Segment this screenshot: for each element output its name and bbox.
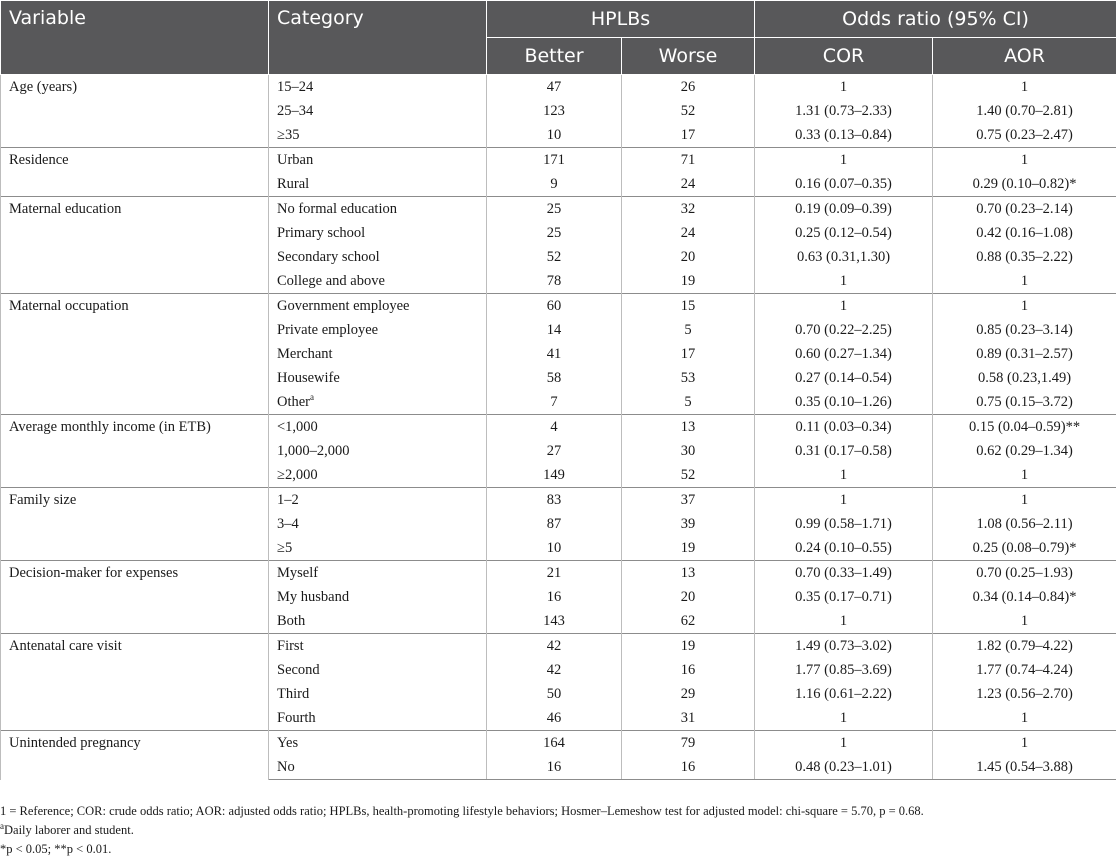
aor-cell: 0.25 (0.08–0.79)* xyxy=(933,536,1116,561)
cor-cell: 1 xyxy=(755,75,933,100)
category-label: Myself xyxy=(277,564,319,581)
worse-count-cell: 52 xyxy=(622,463,755,488)
header-better: Better xyxy=(487,38,622,75)
variable-cell: Maternal occupation xyxy=(1,294,269,415)
better-count-cell: 78 xyxy=(487,269,622,294)
aor-cell: 1.45 (0.54–3.88) xyxy=(933,755,1116,780)
worse-count-cell: 19 xyxy=(622,536,755,561)
footnote-marker: a xyxy=(310,391,315,402)
worse-count-cell: 5 xyxy=(622,318,755,342)
table-row xyxy=(1,197,1116,222)
category-cell xyxy=(269,172,487,197)
better-count-cell: 25 xyxy=(487,197,622,222)
better-count-cell: 164 xyxy=(487,731,622,756)
category-cell xyxy=(269,463,487,488)
worse-count-cell: 52 xyxy=(622,99,755,123)
worse-count-cell: 20 xyxy=(622,245,755,269)
category-cell xyxy=(269,488,487,513)
category-cell xyxy=(269,123,487,148)
aor-cell: 1 xyxy=(933,609,1116,634)
category-cell xyxy=(269,221,487,245)
worse-count-cell: 79 xyxy=(622,731,755,756)
cor-cell: 0.70 (0.33–1.49) xyxy=(755,561,933,586)
aor-cell: 0.70 (0.23–2.14) xyxy=(933,197,1116,222)
cor-cell: 1 xyxy=(755,609,933,634)
cor-cell: 1.77 (0.85–3.69) xyxy=(755,658,933,682)
aor-cell: 0.34 (0.14–0.84)* xyxy=(933,585,1116,609)
category-label: 1–2 xyxy=(277,491,299,508)
better-count-cell: 41 xyxy=(487,342,622,366)
aor-cell: 0.15 (0.04–0.59)** xyxy=(933,415,1116,440)
worse-count-cell: 53 xyxy=(622,366,755,390)
better-count-cell: 123 xyxy=(487,99,622,123)
category-label: No xyxy=(277,758,295,775)
category-cell xyxy=(269,366,487,390)
aor-cell: 1 xyxy=(933,731,1116,756)
cor-cell: 0.25 (0.12–0.54) xyxy=(755,221,933,245)
category-label: Primary school xyxy=(277,224,366,241)
aor-cell: 1.77 (0.74–4.24) xyxy=(933,658,1116,682)
cor-cell: 1 xyxy=(755,706,933,731)
cor-cell: 1.49 (0.73–3.02) xyxy=(755,634,933,659)
cor-cell: 1 xyxy=(755,731,933,756)
category-cell xyxy=(269,390,487,415)
category-label: Private employee xyxy=(277,321,379,338)
cor-cell: 0.48 (0.23–1.01) xyxy=(755,755,933,780)
worse-count-cell: 13 xyxy=(622,415,755,440)
category-cell xyxy=(269,197,487,222)
category-label: ≥2,000 xyxy=(277,466,318,483)
category-label: Secondary school xyxy=(277,248,380,265)
cor-cell: 0.35 (0.17–0.71) xyxy=(755,585,933,609)
cor-cell: 1 xyxy=(755,488,933,513)
table-row xyxy=(1,731,1116,756)
better-count-cell: 10 xyxy=(487,123,622,148)
category-label: 15–24 xyxy=(277,78,314,95)
worse-count-cell: 20 xyxy=(622,585,755,609)
better-count-cell: 21 xyxy=(487,561,622,586)
table-row xyxy=(1,75,1116,100)
category-cell xyxy=(269,415,487,440)
better-count-cell: 87 xyxy=(487,512,622,536)
better-count-cell: 14 xyxy=(487,318,622,342)
aor-cell: 0.29 (0.10–0.82)* xyxy=(933,172,1116,197)
better-count-cell: 52 xyxy=(487,245,622,269)
header-hplbs: HPLBs xyxy=(487,1,755,38)
variable-cell: Unintended pregnancy xyxy=(1,731,269,780)
aor-cell: 0.75 (0.23–2.47) xyxy=(933,123,1116,148)
footnote-other-text: Daily laborer and student. xyxy=(4,823,134,837)
table-row xyxy=(1,415,1116,440)
category-cell xyxy=(269,318,487,342)
worse-count-cell: 31 xyxy=(622,706,755,731)
variable-cell: Antenatal care visit xyxy=(1,634,269,731)
category-cell xyxy=(269,609,487,634)
category-label: My husband xyxy=(277,588,350,605)
cor-cell: 1 xyxy=(755,463,933,488)
category-label: Government employee xyxy=(277,297,410,314)
cor-cell: 0.63 (0.31,1.30) xyxy=(755,245,933,269)
worse-count-cell: 16 xyxy=(622,755,755,780)
aor-cell: 1 xyxy=(933,463,1116,488)
category-cell xyxy=(269,585,487,609)
worse-count-cell: 29 xyxy=(622,682,755,706)
worse-count-cell: 15 xyxy=(622,294,755,319)
aor-cell: 1.08 (0.56–2.11) xyxy=(933,512,1116,536)
cor-cell: 0.33 (0.13–0.84) xyxy=(755,123,933,148)
category-cell xyxy=(269,245,487,269)
category-cell xyxy=(269,706,487,731)
category-cell xyxy=(269,75,487,100)
cor-cell: 0.60 (0.27–1.34) xyxy=(755,342,933,366)
aor-cell: 1 xyxy=(933,294,1116,319)
cor-cell: 1 xyxy=(755,294,933,319)
category-label: 1,000–2,000 xyxy=(277,442,350,459)
better-count-cell: 4 xyxy=(487,415,622,440)
cor-cell: 0.11 (0.03–0.34) xyxy=(755,415,933,440)
category-label: 25–34 xyxy=(277,102,314,119)
header-aor: AOR xyxy=(933,38,1116,75)
worse-count-cell: 71 xyxy=(622,148,755,173)
header-worse: Worse xyxy=(622,38,755,75)
category-cell xyxy=(269,731,487,756)
better-count-cell: 83 xyxy=(487,488,622,513)
aor-cell: 0.88 (0.35–2.22) xyxy=(933,245,1116,269)
category-label: Housewife xyxy=(277,369,340,386)
header-variable: Variable xyxy=(1,1,269,75)
category-label: Urban xyxy=(277,151,314,168)
better-count-cell: 10 xyxy=(487,536,622,561)
table-row xyxy=(1,634,1116,659)
variable-cell: Family size xyxy=(1,488,269,561)
header-category: Category xyxy=(269,1,487,75)
worse-count-cell: 24 xyxy=(622,221,755,245)
aor-cell: 1 xyxy=(933,706,1116,731)
category-cell xyxy=(269,439,487,463)
category-cell xyxy=(269,682,487,706)
aor-cell: 1 xyxy=(933,75,1116,100)
cor-cell: 0.35 (0.10–1.26) xyxy=(755,390,933,415)
footnote-reference: 1 = Reference; COR: crude odds ratio; AOR: adjusted odds ratio; HPLBs, health-promoting lifestyle behaviors; Hosmer–Lemeshow test for adjusted model: chi-square = 5.70, p = 0.68. xyxy=(0,804,924,818)
better-count-cell: 27 xyxy=(487,439,622,463)
better-count-cell: 42 xyxy=(487,634,622,659)
category-label: Fourth xyxy=(277,709,316,726)
cor-cell: 0.27 (0.14–0.54) xyxy=(755,366,933,390)
worse-count-cell: 39 xyxy=(622,512,755,536)
cor-cell: 0.19 (0.09–0.39) xyxy=(755,197,933,222)
variable-cell: Residence xyxy=(1,148,269,197)
category-cell xyxy=(269,512,487,536)
cor-cell: 0.24 (0.10–0.55) xyxy=(755,536,933,561)
table-body xyxy=(1,75,1116,780)
worse-count-cell: 13 xyxy=(622,561,755,586)
category-cell xyxy=(269,294,487,319)
category-label: ≥35 xyxy=(277,126,300,143)
category-label: First xyxy=(277,637,304,654)
aor-cell: 0.89 (0.31–2.57) xyxy=(933,342,1116,366)
worse-count-cell: 30 xyxy=(622,439,755,463)
category-cell xyxy=(269,634,487,659)
better-count-cell: 7 xyxy=(487,390,622,415)
aor-cell: 0.75 (0.15–3.72) xyxy=(933,390,1116,415)
category-label: Third xyxy=(277,685,310,702)
header-cor: COR xyxy=(755,38,933,75)
aor-cell: 1 xyxy=(933,269,1116,294)
table-row xyxy=(1,148,1116,173)
variable-cell: Maternal education xyxy=(1,197,269,294)
cor-cell: 1.31 (0.73–2.33) xyxy=(755,99,933,123)
variable-cell: Average monthly income (in ETB) xyxy=(1,415,269,488)
variable-cell: Decision-maker for expenses xyxy=(1,561,269,634)
category-cell xyxy=(269,99,487,123)
table-header xyxy=(1,1,1116,75)
footnote-other xyxy=(0,821,1116,840)
better-count-cell: 46 xyxy=(487,706,622,731)
header-odds-ratio: Odds ratio (95% CI) xyxy=(755,1,1116,38)
worse-count-cell: 24 xyxy=(622,172,755,197)
category-label: 3–4 xyxy=(277,515,299,532)
category-cell xyxy=(269,342,487,366)
worse-count-cell: 5 xyxy=(622,390,755,415)
variable-cell: Age (years) xyxy=(1,75,269,148)
better-count-cell: 16 xyxy=(487,585,622,609)
category-label: Rural xyxy=(277,175,310,192)
aor-cell: 0.42 (0.16–1.08) xyxy=(933,221,1116,245)
category-label: Other xyxy=(277,393,311,410)
worse-count-cell: 26 xyxy=(622,75,755,100)
better-count-cell: 9 xyxy=(487,172,622,197)
aor-cell: 1 xyxy=(933,488,1116,513)
category-cell xyxy=(269,269,487,294)
aor-cell: 1.82 (0.79–4.22) xyxy=(933,634,1116,659)
category-cell xyxy=(269,536,487,561)
table-footnotes xyxy=(0,802,1116,859)
better-count-cell: 16 xyxy=(487,755,622,780)
cor-cell: 0.16 (0.07–0.35) xyxy=(755,172,933,197)
footnote-significance: *p < 0.05; **p < 0.01. xyxy=(0,842,112,856)
category-label: Yes xyxy=(277,734,299,751)
aor-cell: 0.58 (0.23,1.49) xyxy=(933,366,1116,390)
cor-cell: 0.99 (0.58–1.71) xyxy=(755,512,933,536)
aor-cell: 0.70 (0.25–1.93) xyxy=(933,561,1116,586)
better-count-cell: 149 xyxy=(487,463,622,488)
category-cell xyxy=(269,561,487,586)
category-label: Second xyxy=(277,661,320,678)
category-label: <1,000 xyxy=(277,418,318,435)
category-cell xyxy=(269,658,487,682)
better-count-cell: 42 xyxy=(487,658,622,682)
aor-cell: 0.62 (0.29–1.34) xyxy=(933,439,1116,463)
category-label: College and above xyxy=(277,272,385,289)
worse-count-cell: 16 xyxy=(622,658,755,682)
worse-count-cell: 62 xyxy=(622,609,755,634)
aor-cell: 1 xyxy=(933,148,1116,173)
category-label: ≥5 xyxy=(277,539,293,556)
better-count-cell: 47 xyxy=(487,75,622,100)
table-row xyxy=(1,294,1116,319)
cor-cell: 0.31 (0.17–0.58) xyxy=(755,439,933,463)
worse-count-cell: 17 xyxy=(622,342,755,366)
footnote-marker: a xyxy=(0,820,4,831)
aor-cell: 1.40 (0.70–2.81) xyxy=(933,99,1116,123)
cor-cell: 1 xyxy=(755,269,933,294)
category-label: No formal education xyxy=(277,200,397,217)
worse-count-cell: 19 xyxy=(622,634,755,659)
cor-cell: 0.70 (0.22–2.25) xyxy=(755,318,933,342)
better-count-cell: 60 xyxy=(487,294,622,319)
better-count-cell: 50 xyxy=(487,682,622,706)
aor-cell: 1.23 (0.56–2.70) xyxy=(933,682,1116,706)
table-row xyxy=(1,488,1116,513)
cor-cell: 1 xyxy=(755,148,933,173)
worse-count-cell: 19 xyxy=(622,269,755,294)
table-row xyxy=(1,561,1116,586)
better-count-cell: 58 xyxy=(487,366,622,390)
better-count-cell: 171 xyxy=(487,148,622,173)
cor-cell: 1.16 (0.61–2.22) xyxy=(755,682,933,706)
category-cell xyxy=(269,755,487,780)
worse-count-cell: 37 xyxy=(622,488,755,513)
category-label: Both xyxy=(277,612,306,629)
worse-count-cell: 32 xyxy=(622,197,755,222)
aor-cell: 0.85 (0.23–3.14) xyxy=(933,318,1116,342)
category-cell xyxy=(269,148,487,173)
better-count-cell: 143 xyxy=(487,609,622,634)
worse-count-cell: 17 xyxy=(622,123,755,148)
better-count-cell: 25 xyxy=(487,221,622,245)
category-label: Merchant xyxy=(277,345,333,362)
